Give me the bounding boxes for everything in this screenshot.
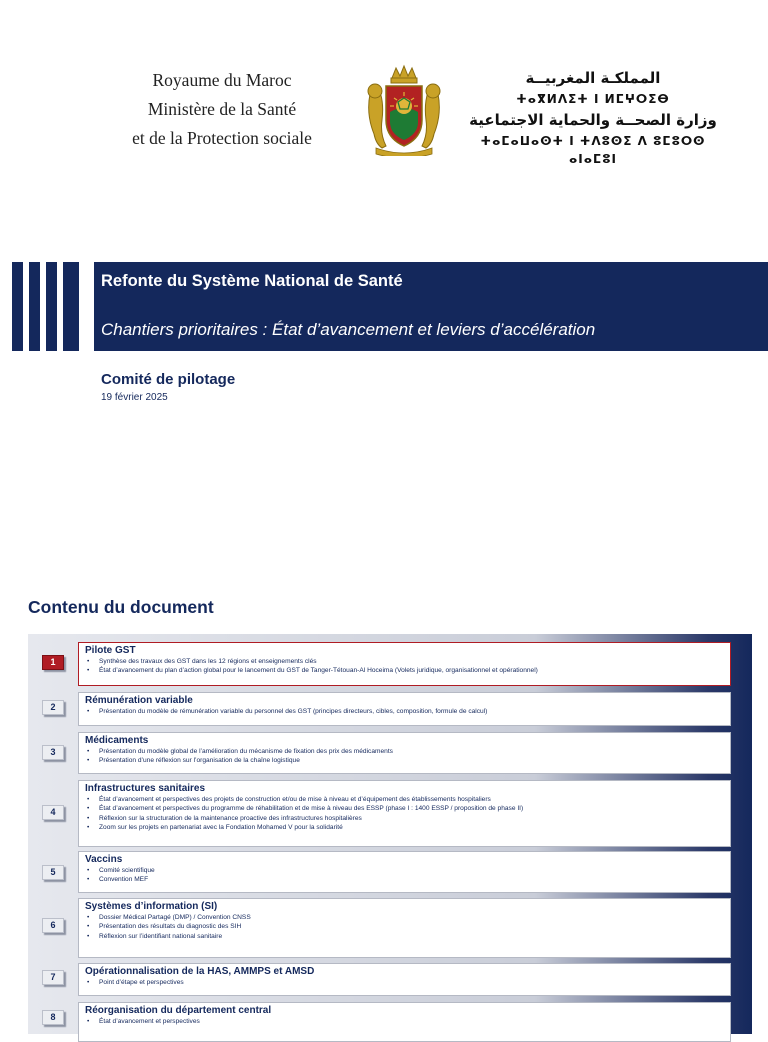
title-banner: [94, 262, 768, 351]
toc-item-bullets: [85, 866, 724, 885]
toc-item[interactable]: [78, 780, 731, 847]
ministry-ar-line-1: المملكـة المغربيــة: [525, 69, 661, 87]
toc-item[interactable]: [78, 963, 731, 996]
toc-item[interactable]: [78, 732, 731, 774]
decorative-stripe: [63, 262, 79, 351]
toc-item-bullets: [85, 657, 724, 676]
ministry-fr-line-2: Ministère de la Santé: [147, 99, 297, 119]
toc-item-number-badge[interactable]: 2: [42, 700, 64, 715]
toc-bullet: • Présentation des résultats du diagnostic des SIH: [85, 922, 724, 931]
toc-bullet: • Réflexion sur l’identifiant national sanitaire: [85, 932, 724, 941]
moroccan-coat-of-arms-icon: [362, 64, 446, 156]
toc-item-title: Médicaments: [85, 735, 149, 746]
toc-item[interactable]: [78, 692, 731, 726]
ministry-tifinagh-line-2: ⵜⴰⵎⴰⵡⴰⵙⵜ ⵏ ⵜⴷⵓⵙⵉ ⴷ ⵓⵎⵓⵔⵙ ⴰⵏⴰⵎⵓⵏ: [480, 134, 706, 166]
toc-item-number-badge[interactable]: 1: [42, 655, 64, 670]
ministry-name-french: [112, 66, 332, 153]
toc-item[interactable]: [78, 1002, 731, 1042]
toc-bullet: • Réflexion sur la structuration de la maintenance proactive des infrastructures hospitalières: [85, 814, 724, 823]
toc-item-bullets: [85, 978, 724, 987]
toc-bullet: • État d’avancement et perspectives du programme de réhabilitation et de mise à niveau des ESSP (phase I : 1400 ESSP / proposition de phase II): [85, 804, 724, 813]
toc-item-title: Vaccins: [85, 854, 123, 865]
toc-item-title: Opérationnalisation de la HAS, AMMPS et AMSD: [85, 966, 315, 977]
toc-item-number-badge[interactable]: 5: [42, 865, 64, 880]
toc-bullet: • Dossier Médical Partagé (DMP) / Convention CNSS: [85, 913, 724, 922]
toc-bullet: • Synthèse des travaux des GST dans les 12 régions et enseignements clés: [85, 657, 724, 666]
toc-item-title: Infrastructures sanitaires: [85, 783, 206, 794]
decorative-stripe: [29, 262, 40, 351]
contents-heading: Contenu du document: [28, 597, 214, 617]
toc-bullet: • État d’avancement du plan d’action global pour le lancement du GST de Tanger-Tétouan-Al Hoceima (Volets juridique, organisationnel et opérationnel): [85, 666, 724, 675]
toc-bullet: • Zoom sur les projets en partenariat avec la Fondation Mohamed V pour la solidarité: [85, 823, 724, 832]
decorative-stripe: [12, 262, 23, 351]
toc-bullet: • État d’avancement et perspectives: [85, 1017, 724, 1026]
document-title: Refonte du Système National de Santé: [101, 272, 403, 290]
toc-item[interactable]: [78, 898, 731, 958]
toc-bullet: • Point d’étape et perspectives: [85, 978, 724, 987]
toc-bullet: • État d’avancement et perspectives des projets de construction et/ou de mise à niveau et d’équipement des établissements hospitaliers: [85, 795, 724, 804]
ministry-tifinagh-line-1: ⵜⴰⴳⵍⴷⵉⵜ ⵏ ⵍⵎⵖⵔⵉⴱ: [516, 92, 670, 106]
ministry-ar-line-2: وزارة الصحــة والحماية الاجتماعية: [469, 111, 717, 129]
meeting-date: 19 février 2025: [101, 392, 168, 403]
ministry-fr-line-1: Royaume du Maroc: [152, 70, 292, 90]
toc-bullet: • Présentation du modèle de rémunération variable du personnel des GST (principes directeurs, cibles, composition, formule de calcul): [85, 707, 724, 716]
toc-item-number-badge[interactable]: 6: [42, 918, 64, 933]
toc-item-title: Pilote GST: [85, 645, 136, 656]
toc-item-title: Systèmes d’information (SI): [85, 901, 218, 912]
toc-bullet: • Convention MEF: [85, 875, 724, 884]
toc-item-number-badge[interactable]: 4: [42, 805, 64, 820]
toc-bullet: • Présentation du modèle global de l’amélioration du mécanisme de fixation des prix des médicaments: [85, 747, 724, 756]
toc-item-bullets: [85, 1017, 724, 1026]
decorative-stripe: [46, 262, 57, 351]
toc-item-bullets: [85, 747, 724, 766]
document-subtitle: Chantiers prioritaires : État d’avancement et leviers d’accélération: [101, 320, 596, 339]
toc-bullet: • Comité scientifique: [85, 866, 724, 875]
toc-item[interactable]: [78, 851, 731, 893]
toc-bullet: • Présentation d’une réflexion sur l’organisation de la chaîne logistique: [85, 756, 724, 765]
toc-item-title: Rémunération variable: [85, 695, 193, 706]
ministry-name-arabic-tifinagh: [468, 66, 718, 168]
meeting-name: Comité de pilotage: [101, 371, 236, 388]
toc-item-bullets: [85, 707, 724, 716]
toc-item-number-badge[interactable]: 3: [42, 745, 64, 760]
toc-item-number-badge[interactable]: 7: [42, 970, 64, 985]
toc-item[interactable]: [78, 642, 731, 686]
toc-item-bullets: [85, 795, 724, 832]
ministry-fr-line-3: et de la Protection sociale: [132, 128, 312, 148]
toc-item-number-badge[interactable]: 8: [42, 1010, 64, 1025]
toc-item-title: Réorganisation du département central: [85, 1005, 272, 1016]
toc-item-bullets: [85, 913, 724, 941]
